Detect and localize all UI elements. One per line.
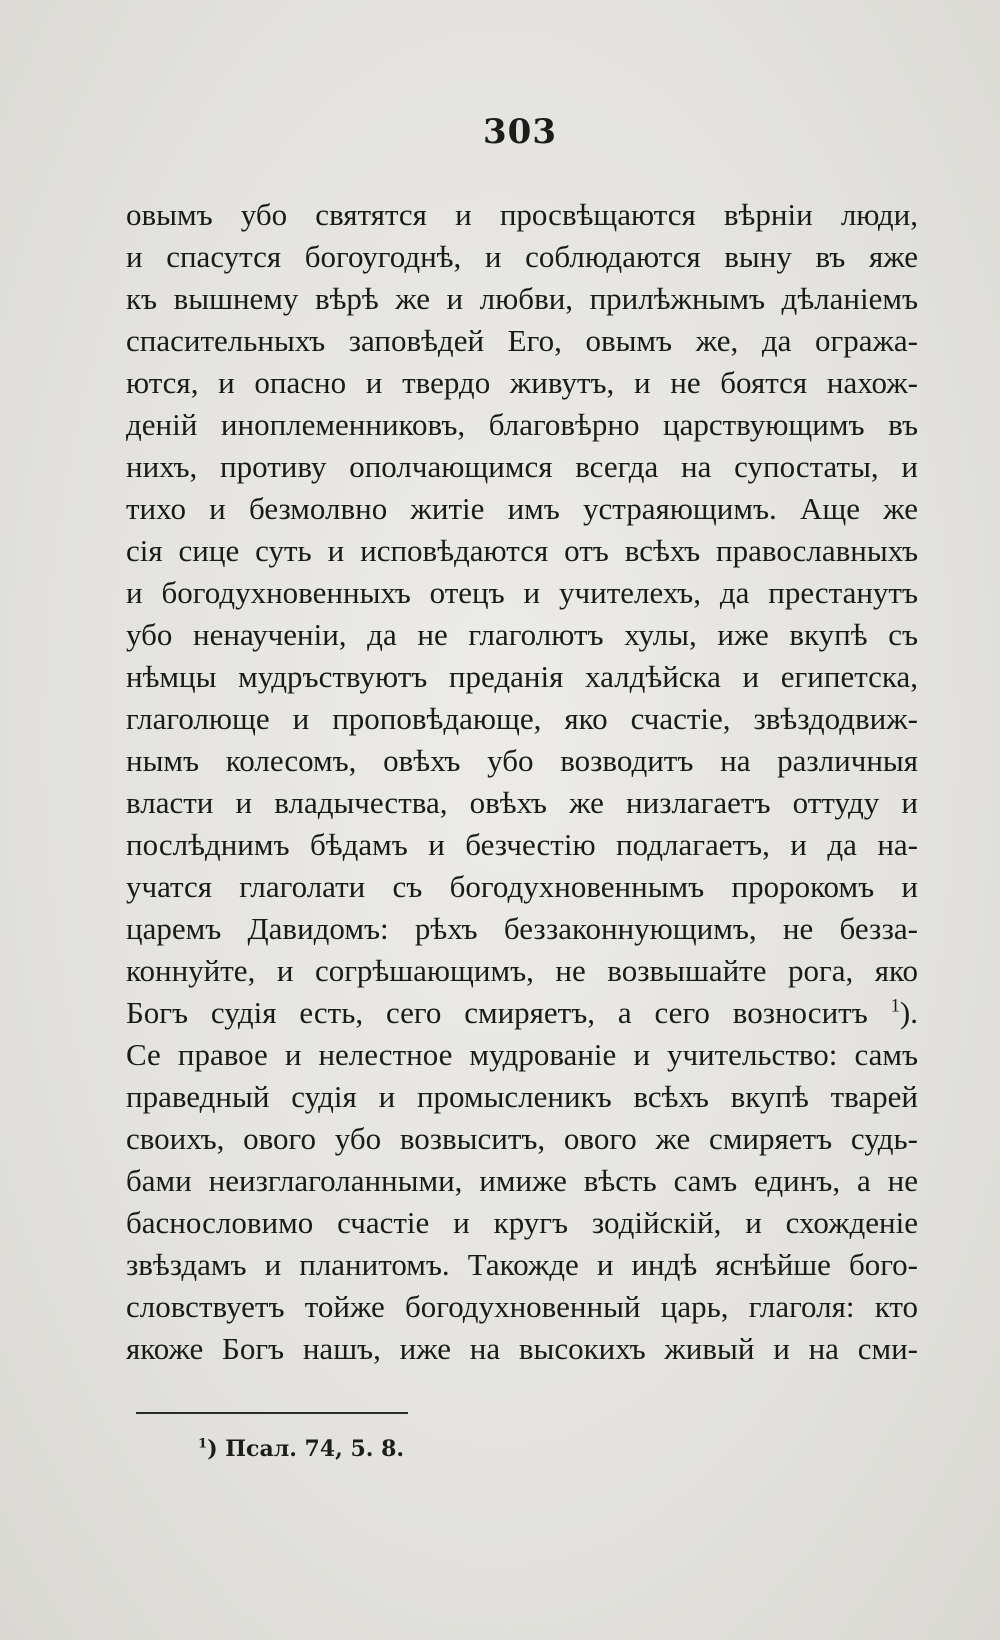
text-line: учатся глаголати съ богодухновеннымъ пророкомъ и <box>126 869 918 904</box>
text-line: глаголюще и проповѣдающе, яко счастіе, звѣздодвиж- <box>126 701 918 736</box>
text-line: и богодухновенныхъ отецъ и учителехъ, да престанутъ <box>126 575 918 610</box>
text-line: якоже Богъ нашъ, иже на высокихъ живый и на сми- <box>126 1331 918 1366</box>
footnote-text: Псал. 74, 5. 8. <box>225 1436 405 1462</box>
text-line: къ вышнему вѣрѣ же и любви, прилѣжнымъ дѣланіемъ <box>126 281 918 316</box>
text-line: нымъ колесомъ, овѣхъ убо возводитъ на различныя <box>126 743 918 778</box>
footnote-reference: 1 <box>890 995 900 1017</box>
text-line: послѣднимъ бѣдамъ и безчестію подлагаетъ, и да на- <box>126 827 918 862</box>
text-line: своихъ, ового убо возвыситъ, ового же смиряетъ судь- <box>126 1121 918 1156</box>
text-line: сія сице суть и исповѣдаются отъ всѣхъ православныхъ <box>126 533 918 568</box>
text-line: праведный судія и промысленикъ всѣхъ вкупѣ тварей <box>126 1079 918 1114</box>
text-line: Се правое и нелестное мудрованіе и учительство: самъ <box>126 1037 918 1072</box>
text-line: царемъ Давидомъ: рѣхъ беззаконнующимъ, не безза- <box>126 911 918 946</box>
footnote <box>198 1436 404 1462</box>
text-line: убо ненаученіи, да не глаголютъ хулы, иже вкупѣ съ <box>126 617 918 652</box>
footnote-marker: 1 <box>198 1436 208 1452</box>
text-line: баснословимо счастіе и кругъ зодійскій, и схожденіе <box>126 1205 918 1240</box>
text-line: звѣздамъ и планитомъ. Такожде и индѣ яснѣйше бого- <box>126 1247 918 1282</box>
text-line: нихъ, противу ополчающимся всегда на супостаты, и <box>126 449 918 484</box>
text-line-content: Богъ судія есть, сего смиряетъ, а сего возноситъ <box>126 995 868 1030</box>
text-line: словствуетъ тойже богодухновенный царь, глаголя: кто <box>126 1289 918 1324</box>
footnote-divider <box>136 1412 408 1414</box>
text-line: овымъ убо святятся и просвѣщаются вѣрніи люди, <box>126 197 918 232</box>
text-line: спасительныхъ заповѣдей Его, овымъ же, да огража- <box>126 323 918 358</box>
text-line-with-footnote-ref <box>126 992 918 1034</box>
text-line: деній иноплеменниковъ, благовѣрно царствующимъ въ <box>126 407 918 442</box>
footnote-reference-tail: ). <box>899 995 918 1030</box>
text-line: тихо и безмолвно житіе имъ устраяющимъ. Аще же <box>126 491 918 526</box>
text-line: власти и владычества, овѣхъ же низлагаетъ оттуду и <box>126 785 918 820</box>
page-number: 303 <box>483 112 557 152</box>
text-line: бами неизглаголанными, имиже вѣсть самъ единъ, а не <box>126 1163 918 1198</box>
footnote-marker-tail: ) <box>207 1436 218 1462</box>
body-text <box>126 194 918 1370</box>
text-line: нѣмцы мудръствуютъ преданія халдѣйска и египетска, <box>126 659 918 694</box>
text-line: ются, и опасно и твердо живутъ, и не боятся нахож- <box>126 365 918 400</box>
text-line: и спасутся богоугоднѣ, и соблюдаются выну въ яже <box>126 239 918 274</box>
text-line: коннуйте, и согрѣшающимъ, не возвышайте рога, яко <box>126 953 918 988</box>
